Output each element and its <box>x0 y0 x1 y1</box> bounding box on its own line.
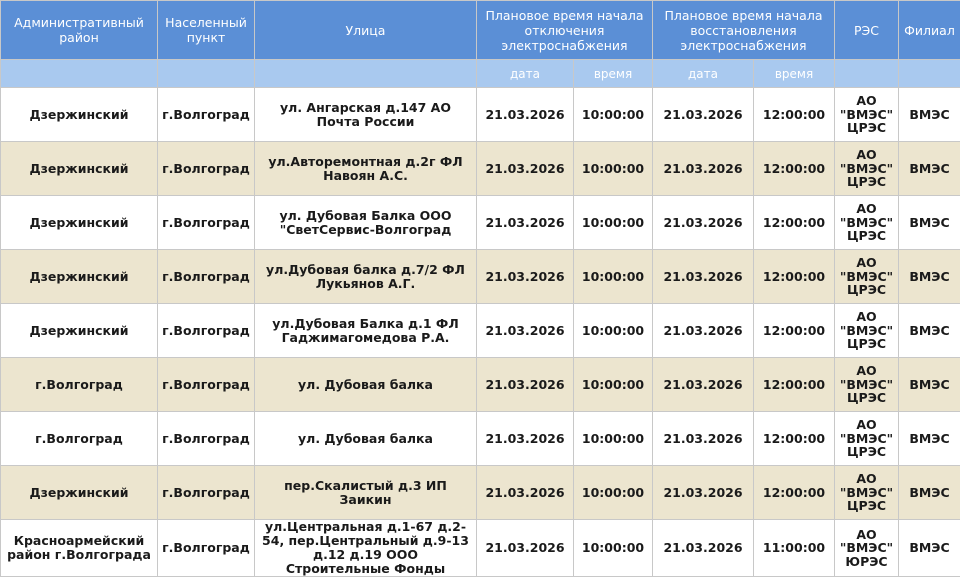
cell-street: ул.Авторемонтная д.2г ФЛ Навоян А.С. <box>255 142 477 196</box>
table-row <box>1 196 960 250</box>
table-row <box>1 466 960 520</box>
cell-street: ул.Дубовая Балка д.1 ФЛ Гаджимагомедова Р.А. <box>255 304 477 358</box>
cell-res: АО "ВМЭС" ЦРЭС <box>835 142 899 196</box>
cell-settlement: г.Волгоград <box>158 466 255 520</box>
cell-restore-time: 12:00:00 <box>754 304 835 358</box>
cell-restore-date: 21.03.2026 <box>653 466 754 520</box>
cell-district: Красноармейский район г.Волгограда <box>1 520 158 577</box>
cell-res: АО "ВМЭС" ЦРЭС <box>835 196 899 250</box>
cell-settlement: г.Волгоград <box>158 520 255 577</box>
cell-restore-time: 11:00:00 <box>754 520 835 577</box>
cell-off-time: 10:00:00 <box>574 88 653 142</box>
cell-off-date: 21.03.2026 <box>477 250 574 304</box>
cell-restore-date: 21.03.2026 <box>653 250 754 304</box>
cell-branch: ВМЭС <box>899 196 960 250</box>
cell-restore-date: 21.03.2026 <box>653 358 754 412</box>
cell-off-time: 10:00:00 <box>574 250 653 304</box>
cell-district: Дзержинский <box>1 250 158 304</box>
subheader-restore-time: время <box>754 60 835 88</box>
cell-street: пер.Скалистый д.3 ИП Заикин <box>255 466 477 520</box>
cell-branch: ВМЭС <box>899 304 960 358</box>
cell-off-time: 10:00:00 <box>574 142 653 196</box>
cell-branch: ВМЭС <box>899 142 960 196</box>
cell-district: Дзержинский <box>1 196 158 250</box>
cell-off-date: 21.03.2026 <box>477 142 574 196</box>
cell-off-date: 21.03.2026 <box>477 88 574 142</box>
cell-district: г.Волгоград <box>1 412 158 466</box>
subheader-empty <box>899 60 960 88</box>
table-row <box>1 142 960 196</box>
subheader-off-date: дата <box>477 60 574 88</box>
header-row <box>1 1 960 60</box>
cell-branch: ВМЭС <box>899 412 960 466</box>
cell-restore-time: 12:00:00 <box>754 466 835 520</box>
table-row <box>1 88 960 142</box>
header-off-start: Плановое время начала отключения электроснабжения <box>477 1 653 60</box>
cell-off-time: 10:00:00 <box>574 466 653 520</box>
cell-branch: ВМЭС <box>899 358 960 412</box>
cell-restore-time: 12:00:00 <box>754 412 835 466</box>
subheader-empty <box>255 60 477 88</box>
cell-restore-time: 12:00:00 <box>754 250 835 304</box>
subheader-restore-date: дата <box>653 60 754 88</box>
cell-restore-time: 12:00:00 <box>754 196 835 250</box>
table-row <box>1 520 960 577</box>
cell-res: АО "ВМЭС" ЦРЭС <box>835 466 899 520</box>
header-branch: Филиал <box>899 1 960 60</box>
subheader-off-time: время <box>574 60 653 88</box>
cell-res: АО "ВМЭС" ЦРЭС <box>835 304 899 358</box>
cell-street: ул. Ангарская д.147 АО Почта России <box>255 88 477 142</box>
table-row <box>1 358 960 412</box>
cell-restore-time: 12:00:00 <box>754 88 835 142</box>
cell-off-time: 10:00:00 <box>574 520 653 577</box>
cell-street: ул.Центральная д.1-67 д.2-54, пер.Центральный д.9-13 д.12 д.19 ООО Строительные Фонды <box>255 520 477 577</box>
cell-settlement: г.Волгоград <box>158 142 255 196</box>
cell-off-date: 21.03.2026 <box>477 358 574 412</box>
subheader-empty <box>158 60 255 88</box>
cell-res: АО "ВМЭС" ЮРЭС <box>835 520 899 577</box>
header-restore-start: Плановое время начала восстановления электроснабжения <box>653 1 835 60</box>
cell-branch: ВМЭС <box>899 250 960 304</box>
subheader-empty <box>1 60 158 88</box>
cell-res: АО "ВМЭС" ЦРЭС <box>835 412 899 466</box>
cell-off-time: 10:00:00 <box>574 304 653 358</box>
cell-off-time: 10:00:00 <box>574 196 653 250</box>
cell-restore-time: 12:00:00 <box>754 358 835 412</box>
cell-off-time: 10:00:00 <box>574 412 653 466</box>
cell-res: АО "ВМЭС" ЦРЭС <box>835 358 899 412</box>
cell-restore-date: 21.03.2026 <box>653 196 754 250</box>
cell-restore-date: 21.03.2026 <box>653 88 754 142</box>
cell-off-date: 21.03.2026 <box>477 196 574 250</box>
header-settlement: Населенный пункт <box>158 1 255 60</box>
cell-settlement: г.Волгоград <box>158 358 255 412</box>
cell-off-date: 21.03.2026 <box>477 412 574 466</box>
header-district: Административный район <box>1 1 158 60</box>
cell-district: Дзержинский <box>1 466 158 520</box>
cell-restore-date: 21.03.2026 <box>653 412 754 466</box>
cell-off-date: 21.03.2026 <box>477 520 574 577</box>
cell-district: г.Волгоград <box>1 358 158 412</box>
cell-street: ул. Дубовая балка <box>255 412 477 466</box>
cell-district: Дзержинский <box>1 304 158 358</box>
table-row <box>1 304 960 358</box>
header-res: РЭС <box>835 1 899 60</box>
cell-off-date: 21.03.2026 <box>477 466 574 520</box>
cell-off-date: 21.03.2026 <box>477 304 574 358</box>
cell-res: АО "ВМЭС" ЦРЭС <box>835 250 899 304</box>
cell-settlement: г.Волгоград <box>158 88 255 142</box>
cell-settlement: г.Волгоград <box>158 196 255 250</box>
cell-restore-date: 21.03.2026 <box>653 304 754 358</box>
table-row <box>1 250 960 304</box>
cell-restore-time: 12:00:00 <box>754 142 835 196</box>
cell-restore-date: 21.03.2026 <box>653 520 754 577</box>
cell-branch: ВМЭС <box>899 466 960 520</box>
subheader-row <box>1 60 960 88</box>
cell-restore-date: 21.03.2026 <box>653 142 754 196</box>
subheader-empty <box>835 60 899 88</box>
cell-branch: ВМЭС <box>899 88 960 142</box>
cell-settlement: г.Волгоград <box>158 412 255 466</box>
cell-street: ул.Дубовая балка д.7/2 ФЛ Лукьянов А.Г. <box>255 250 477 304</box>
header-street: Улица <box>255 1 477 60</box>
cell-settlement: г.Волгоград <box>158 304 255 358</box>
cell-settlement: г.Волгоград <box>158 250 255 304</box>
table-row <box>1 412 960 466</box>
cell-district: Дзержинский <box>1 142 158 196</box>
cell-off-time: 10:00:00 <box>574 358 653 412</box>
cell-branch: ВМЭС <box>899 520 960 577</box>
cell-res: АО "ВМЭС" ЦРЭС <box>835 88 899 142</box>
cell-street: ул. Дубовая балка <box>255 358 477 412</box>
cell-street: ул. Дубовая Балка ООО "СветСервис-Волгоград <box>255 196 477 250</box>
cell-district: Дзержинский <box>1 88 158 142</box>
